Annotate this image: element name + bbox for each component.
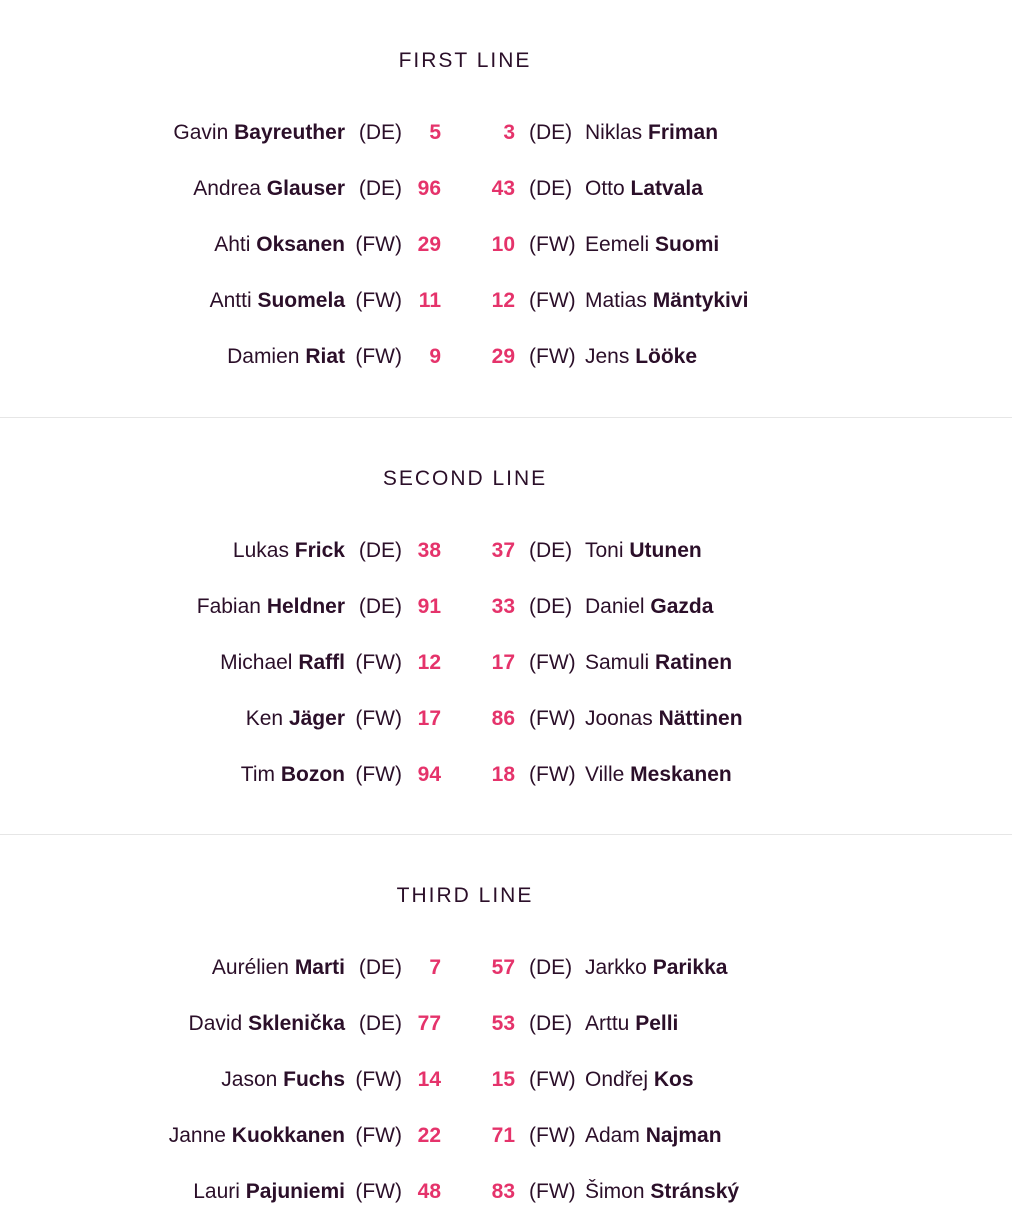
line-rows (0, 523, 1012, 803)
home-player-last-name: Glauser (266, 177, 345, 200)
player-row (0, 329, 1012, 385)
home-player-name[interactable] (241, 747, 345, 803)
player-row (0, 635, 1012, 691)
away-player-position: (FW) (529, 707, 576, 730)
away-player-number: 83 (491, 1180, 515, 1203)
away-player-last-name: Pelli (635, 1012, 679, 1035)
away-player-position: (FW) (529, 1068, 576, 1091)
home-player-first-name: Andrea (193, 177, 261, 200)
home-player-name[interactable] (193, 161, 345, 217)
away-player-first-name: Šimon (585, 1180, 645, 1203)
player-row (0, 273, 1012, 329)
away-player-name[interactable] (585, 523, 702, 579)
away-player-number: 3 (503, 121, 515, 144)
away-player-first-name: Jarkko (585, 956, 647, 979)
away-player-name[interactable] (585, 635, 732, 691)
away-player-number: 18 (491, 763, 515, 786)
away-player-position: (DE) (529, 595, 573, 618)
away-player-position: (DE) (529, 177, 573, 200)
home-player-name[interactable] (197, 579, 345, 635)
away-player-name[interactable] (585, 329, 697, 385)
away-player-number: 71 (491, 1124, 515, 1147)
player-row (0, 1164, 1012, 1220)
away-player-name[interactable] (585, 747, 732, 803)
away-player-position: (DE) (529, 1012, 573, 1035)
home-player-name[interactable] (246, 691, 345, 747)
home-player-last-name: Heldner (266, 595, 345, 618)
line-title: SECOND LINE (382, 467, 548, 490)
away-player-last-name: Suomi (655, 233, 720, 256)
home-player-position: (FW) (355, 651, 402, 674)
away-player-last-name: Lööke (635, 345, 698, 368)
home-player-number: 5 (429, 121, 441, 144)
home-player-position: (DE) (358, 121, 402, 144)
away-player-name[interactable] (585, 105, 718, 161)
away-player-name[interactable] (585, 217, 719, 273)
away-player-position: (FW) (529, 763, 576, 786)
away-player-first-name: Eemeli (585, 233, 650, 256)
player-row (0, 1052, 1012, 1108)
home-player-number: 48 (417, 1180, 441, 1203)
away-player-first-name: Arttu (585, 1012, 630, 1035)
home-player-first-name: Lukas (232, 539, 289, 562)
away-player-first-name: Samuli (585, 651, 650, 674)
player-row (0, 523, 1012, 579)
away-player-last-name: Utunen (629, 539, 702, 562)
home-player-position: (DE) (358, 595, 402, 618)
away-player-first-name: Toni (585, 539, 624, 562)
home-player-number: 22 (417, 1124, 441, 1147)
player-row (0, 579, 1012, 635)
away-player-number: 43 (491, 177, 515, 200)
away-player-position: (FW) (529, 651, 576, 674)
away-player-number: 17 (491, 651, 515, 674)
away-player-name[interactable] (585, 940, 727, 996)
away-player-name[interactable] (585, 1108, 722, 1164)
home-player-first-name: Michael (220, 651, 293, 674)
player-row (0, 217, 1012, 273)
player-row (0, 161, 1012, 217)
home-player-number: 94 (417, 763, 441, 786)
away-player-last-name: Parikka (652, 956, 728, 979)
player-row (0, 105, 1012, 161)
line-title: THIRD LINE (396, 884, 534, 907)
home-player-position: (FW) (355, 1180, 402, 1203)
away-player-last-name: Kos (653, 1068, 694, 1091)
away-player-number: 86 (491, 707, 515, 730)
away-player-number: 12 (491, 289, 515, 312)
away-player-name[interactable] (585, 273, 748, 329)
home-player-name[interactable] (169, 1108, 345, 1164)
home-player-name[interactable] (189, 996, 345, 1052)
away-player-position: (FW) (529, 345, 576, 368)
home-player-first-name: Jason (221, 1068, 278, 1091)
home-player-position: (FW) (355, 233, 402, 256)
away-player-last-name: Mäntykivi (652, 289, 749, 312)
away-player-last-name: Friman (648, 121, 719, 144)
home-player-first-name: Lauri (193, 1180, 240, 1203)
home-player-first-name: Gavin (173, 121, 229, 144)
home-player-number: 77 (417, 1012, 441, 1035)
away-player-number: 37 (491, 539, 515, 562)
away-player-last-name: Stránský (650, 1180, 740, 1203)
away-player-first-name: Ondřej (585, 1068, 649, 1091)
away-player-number: 57 (491, 956, 515, 979)
home-player-first-name: Janne (168, 1124, 226, 1147)
away-player-last-name: Latvala (630, 177, 703, 200)
home-player-number: 14 (417, 1068, 441, 1091)
away-player-position: (FW) (529, 233, 576, 256)
away-player-name[interactable] (585, 161, 703, 217)
away-player-last-name: Meskanen (630, 763, 732, 786)
home-player-last-name: Kuokkanen (231, 1124, 345, 1147)
home-player-position: (DE) (358, 956, 402, 979)
home-player-first-name: Tim (240, 763, 275, 786)
home-player-name[interactable] (221, 1052, 345, 1108)
away-player-position: (FW) (529, 289, 576, 312)
player-row (0, 940, 1012, 996)
away-player-name[interactable] (585, 1164, 739, 1220)
home-player-first-name: Fabian (196, 595, 261, 618)
home-player-number: 38 (417, 539, 441, 562)
away-player-position: (DE) (529, 539, 573, 562)
home-player-first-name: Ahti (214, 233, 251, 256)
home-player-last-name: Bozon (280, 763, 345, 786)
line-section-second (0, 417, 1012, 834)
home-player-number: 17 (417, 707, 441, 730)
home-player-first-name: Damien (227, 345, 300, 368)
line-section-third (0, 834, 1012, 1230)
away-player-last-name: Nättinen (658, 707, 743, 730)
home-player-number: 96 (417, 177, 441, 200)
home-player-name[interactable] (233, 523, 345, 579)
line-rows (0, 105, 1012, 385)
home-player-last-name: Sklenička (248, 1012, 345, 1035)
home-player-last-name: Bayreuther (234, 121, 345, 144)
home-player-last-name: Fuchs (283, 1068, 345, 1091)
home-player-last-name: Pajuniemi (245, 1180, 345, 1203)
player-row (0, 996, 1012, 1052)
home-player-number: 91 (417, 595, 441, 618)
home-player-name[interactable] (227, 329, 345, 385)
home-player-name[interactable] (212, 940, 345, 996)
line-title: FIRST LINE (398, 49, 532, 72)
away-player-first-name: Matias (585, 289, 647, 312)
home-player-number: 12 (417, 651, 441, 674)
home-player-last-name: Suomela (257, 289, 345, 312)
home-player-position: (FW) (355, 1068, 402, 1091)
home-player-number: 29 (417, 233, 441, 256)
away-player-name[interactable] (585, 996, 678, 1052)
home-player-number: 11 (418, 289, 441, 312)
line-section-first (0, 0, 1012, 417)
away-player-first-name: Adam (585, 1124, 640, 1147)
player-row (0, 691, 1012, 747)
away-player-number: 29 (491, 345, 515, 368)
home-player-number: 9 (429, 345, 441, 368)
line-rows (0, 940, 1012, 1220)
away-player-last-name: Ratinen (655, 651, 733, 674)
home-player-last-name: Oksanen (256, 233, 345, 256)
home-player-last-name: Jäger (288, 707, 345, 730)
away-player-first-name: Ville (585, 763, 625, 786)
away-player-number: 15 (491, 1068, 515, 1091)
home-player-first-name: Aurélien (211, 956, 289, 979)
away-player-position: (FW) (529, 1124, 576, 1147)
home-player-name[interactable] (214, 217, 345, 273)
away-player-number: 33 (491, 595, 515, 618)
away-player-position: (FW) (529, 1180, 576, 1203)
away-player-position: (DE) (529, 956, 573, 979)
away-player-name[interactable] (585, 691, 743, 747)
home-player-position: (FW) (355, 707, 402, 730)
player-row (0, 747, 1012, 803)
away-player-number: 10 (491, 233, 515, 256)
home-player-first-name: David (188, 1012, 243, 1035)
player-row (0, 1108, 1012, 1164)
away-player-name[interactable] (585, 1052, 694, 1108)
home-player-position: (FW) (355, 345, 402, 368)
away-player-first-name: Jens (585, 345, 630, 368)
away-player-first-name: Daniel (585, 595, 645, 618)
home-player-name[interactable] (220, 635, 345, 691)
home-player-position: (FW) (355, 763, 402, 786)
home-player-position: (DE) (358, 539, 402, 562)
away-player-first-name: Joonas (585, 707, 653, 730)
home-player-name[interactable] (193, 1164, 345, 1220)
home-player-last-name: Frick (294, 539, 345, 562)
away-player-position: (DE) (529, 121, 573, 144)
home-player-position: (FW) (355, 289, 402, 312)
home-player-last-name: Raffl (298, 651, 345, 674)
home-player-name[interactable] (210, 273, 345, 329)
home-player-last-name: Riat (305, 345, 345, 368)
home-player-last-name: Marti (294, 956, 345, 979)
away-player-first-name: Otto (585, 177, 625, 200)
home-player-name[interactable] (173, 105, 345, 161)
home-player-position: (DE) (358, 177, 402, 200)
home-player-first-name: Antti (209, 289, 252, 312)
home-player-position: (FW) (355, 1124, 402, 1147)
home-player-number: 7 (429, 956, 441, 979)
away-player-last-name: Najman (645, 1124, 722, 1147)
away-player-first-name: Niklas (585, 121, 643, 144)
home-player-first-name: Ken (245, 707, 284, 730)
away-player-name[interactable] (585, 579, 713, 635)
away-player-last-name: Gazda (650, 595, 714, 618)
away-player-number: 53 (491, 1012, 515, 1035)
home-player-position: (DE) (358, 1012, 402, 1035)
